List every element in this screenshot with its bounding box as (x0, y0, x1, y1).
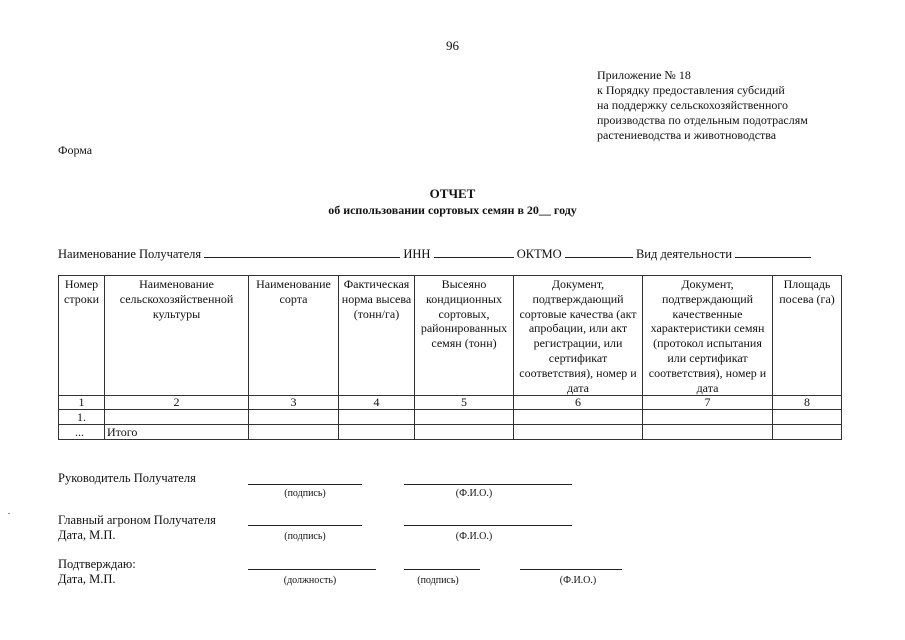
table-cell: 1. (59, 410, 105, 425)
recipient-name-label: Наименование Получателя (58, 247, 202, 261)
column-number: 1 (59, 396, 105, 410)
column-number: 6 (514, 396, 643, 410)
table-cell[interactable] (773, 410, 842, 425)
fio-caption: (Ф.И.О.) (455, 531, 493, 542)
table-cell: ... (59, 425, 105, 440)
table-cell[interactable] (514, 425, 643, 440)
activity-label: Вид деятельности (635, 247, 733, 261)
page-number: 96 (446, 38, 459, 53)
confirm-label: Подтверждаю: (58, 557, 136, 571)
scan-mark (8, 513, 10, 514)
column-number: 2 (105, 396, 249, 410)
oktmo-field[interactable] (565, 246, 633, 258)
table-cell[interactable] (643, 425, 773, 440)
column-number: 7 (643, 396, 773, 410)
header-quality-document: Документ, подтверждающий качественные характеристики семян (протокол испытания или сертификат соответствия), номер и дата (643, 276, 773, 396)
header-seeding-rate: Фактическая норма высева (тонн/га) (339, 276, 415, 396)
head-of-recipient-label: Руководитель Получателя (58, 471, 196, 485)
recipient-name-field[interactable] (204, 246, 400, 258)
table-cell[interactable] (249, 410, 339, 425)
appendix-line: растениеводства и животноводства (597, 128, 777, 142)
position-caption: (должность) (283, 575, 337, 586)
confirm-fio-line[interactable] (520, 569, 622, 570)
date-stamp-label: Дата, М.П. (58, 528, 116, 542)
appendix-line: к Порядку предоставления субсидий (597, 83, 785, 97)
head-fio-line[interactable] (404, 484, 572, 485)
column-number: 3 (249, 396, 339, 410)
oktmo-label: ОКТМО (516, 247, 562, 261)
fio-caption: (Ф.И.О.) (559, 575, 597, 586)
column-number: 5 (415, 396, 514, 410)
column-number-row (59, 396, 842, 410)
column-number: 4 (339, 396, 415, 410)
signature-caption: (подпись) (284, 531, 326, 542)
fio-caption: (Ф.И.О.) (455, 488, 493, 499)
activity-field[interactable] (735, 246, 811, 258)
table-cell[interactable] (773, 425, 842, 440)
inn-field[interactable] (434, 246, 514, 258)
table-cell[interactable] (643, 410, 773, 425)
table-row (59, 410, 842, 425)
total-label: Итого (105, 425, 249, 440)
signature-caption: (подпись) (417, 575, 459, 586)
date-stamp-label: Дата, М.П. (58, 572, 116, 586)
column-number: 8 (773, 396, 842, 410)
table-cell[interactable] (415, 425, 514, 440)
appendix-line: Приложение № 18 (597, 68, 691, 82)
signature-caption: (подпись) (284, 488, 326, 499)
document-subtitle: об использовании сортовых семян в 20__ году (328, 203, 577, 217)
table-cell[interactable] (339, 410, 415, 425)
appendix-note (597, 68, 808, 143)
header-sowing-area: Площадь посева (га) (773, 276, 842, 396)
chief-agronomist-label: Главный агроном Получателя (58, 513, 216, 527)
table-header-row (59, 276, 842, 396)
confirm-position-line[interactable] (248, 569, 376, 570)
header-variety-document: Документ, подтверждающий сортовые качества (акт апробации, или акт регистрации, или сертификат соответствия), номер и дата (514, 276, 643, 396)
document-title: ОТЧЕТ (429, 186, 476, 201)
agronomist-fio-line[interactable] (404, 525, 572, 526)
table-cell[interactable] (105, 410, 249, 425)
header-crop-name: Наименование сельскохозяйственной культуры (105, 276, 249, 396)
header-variety-name: Наименование сорта (249, 276, 339, 396)
table-cell[interactable] (249, 425, 339, 440)
appendix-line: на поддержку сельскохозяйственного (597, 98, 789, 112)
table-cell[interactable] (339, 425, 415, 440)
confirm-signature-line[interactable] (404, 569, 480, 570)
agronomist-signature-line[interactable] (248, 525, 362, 526)
header-row-number: Номер строки (59, 276, 105, 396)
recipient-info-line (58, 246, 811, 262)
head-signature-line[interactable] (248, 484, 362, 485)
seed-usage-table (58, 275, 842, 440)
form-label: Форма (58, 143, 93, 157)
table-cell[interactable] (514, 410, 643, 425)
table-cell[interactable] (415, 410, 514, 425)
header-seeds-sown: Высеяно кондиционных сортовых, районированных семян (тонн) (415, 276, 514, 396)
table-row-total (59, 425, 842, 440)
appendix-line: производства по отдельным подотраслям (597, 113, 808, 127)
inn-label: ИНН (403, 247, 431, 261)
